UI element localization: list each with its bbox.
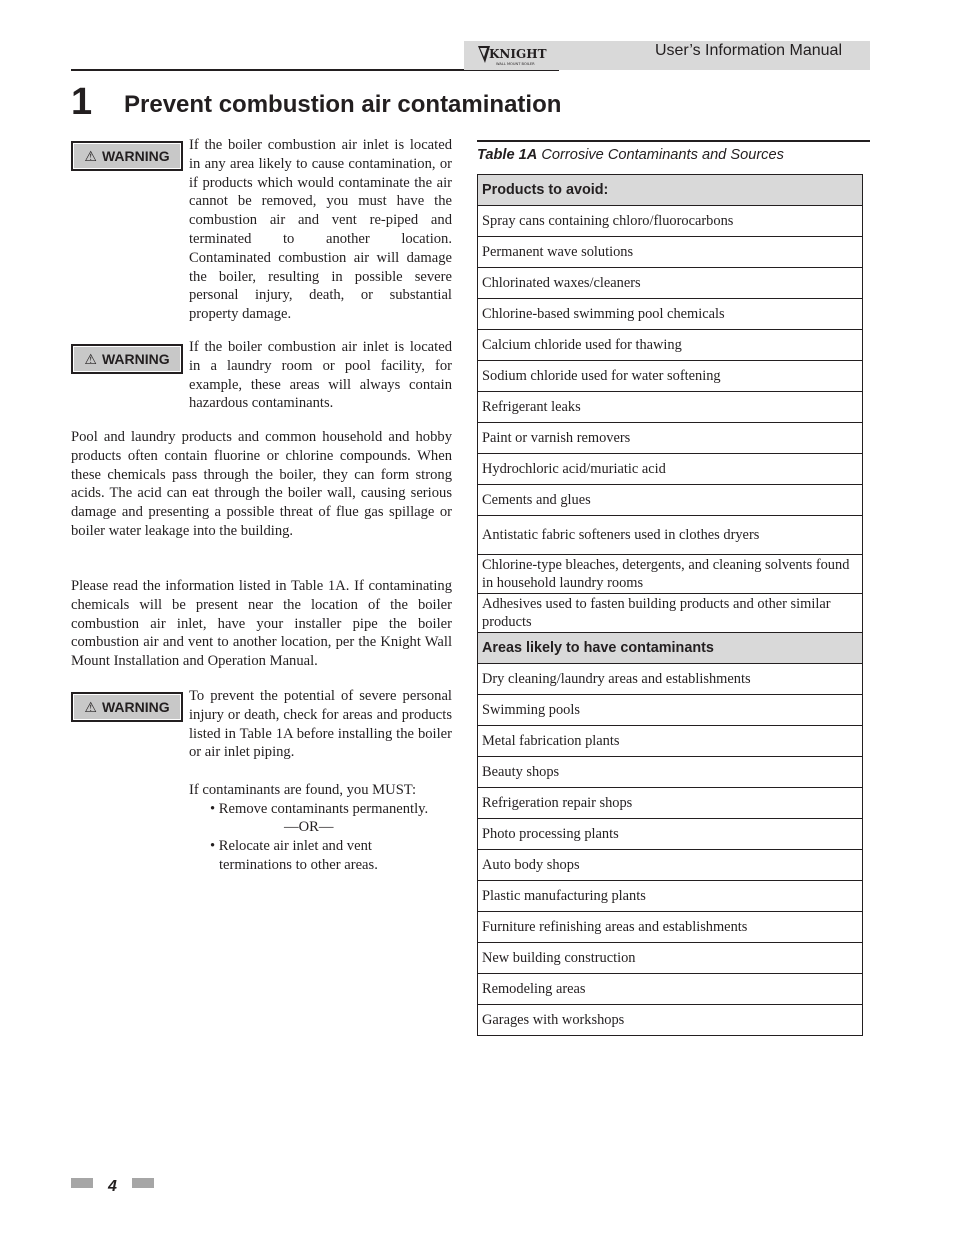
contaminants-table <box>477 174 863 1036</box>
table-row: Plastic manufacturing plants <box>478 881 862 912</box>
page-number: 4 <box>108 1178 117 1195</box>
table-top-rule <box>477 140 870 142</box>
table-section-header: Products to avoid: <box>478 175 862 206</box>
warning-badge <box>71 344 183 374</box>
table-row: Furniture refinishing areas and establishments <box>478 912 862 943</box>
must-intro: If contaminants are found, you MUST: <box>189 782 417 798</box>
table-row: Calcium chloride used for thawing <box>478 330 862 361</box>
bullet-item: • Relocate air inlet and vent <box>210 838 372 854</box>
warning-text: If the boiler combustion air inlet is located in any area likely to cause contamination, or if products which would contaminate the air cannot be removed, you must have the combustion air and vent re-piped and terminated to another location. Contaminated combustion air will damage the boiler, resulting in possible severe personal injury, death, or substantial property damage. <box>189 137 452 323</box>
table-row: Metal fabrication plants <box>478 726 862 757</box>
table-row: Auto body shops <box>478 850 862 881</box>
table-row: Photo processing plants <box>478 819 862 850</box>
table-caption-text: Corrosive Contaminants and Sources <box>537 147 784 163</box>
warning-text: If the boiler combustion air inlet is located in a laundry room or pool facility, for example, these areas will always contain hazardous contaminants. <box>189 339 452 412</box>
footer-bar-right <box>132 1178 154 1188</box>
or-divider: —OR— <box>284 819 334 835</box>
body-paragraph: Please read the information listed in Table 1A. If contaminating chemicals will be present near the location of the boiler combustion air inlet, have your installer pipe the boiler combustion air and vent to another location, per the Knight Wall Mount Installation and Operation Manual. <box>71 578 452 670</box>
bullet-item: • Remove contaminants permanently. <box>210 801 429 817</box>
section-title: Prevent combustion air contamination <box>124 91 562 118</box>
warning-badge <box>71 141 183 171</box>
section-number: 1 <box>71 81 93 123</box>
table-caption-label: Table 1A <box>477 147 538 163</box>
table-caption <box>477 146 784 165</box>
logo-wordmark: KNIGHT <box>489 47 547 61</box>
warning-label: WARNING <box>101 699 170 715</box>
warning-badge <box>71 692 183 722</box>
table-row: Dry cleaning/laundry areas and establishments <box>478 664 862 695</box>
table-row: Chlorine-type bleaches, detergents, and cleaning solvents found in household laundry rooms <box>478 555 862 594</box>
manual-title: User’s Information Manual <box>654 42 842 59</box>
table-row: Paint or varnish removers <box>478 423 862 454</box>
table-row: Spray cans containing chloro/fluorocarbons <box>478 206 862 237</box>
warning-triangle-icon: ⚠ <box>84 698 97 715</box>
table-row: Refrigeration repair shops <box>478 788 862 819</box>
table-row: Sodium chloride used for water softening <box>478 361 862 392</box>
table-row: Adhesives used to fasten building products and other similar products <box>478 594 862 633</box>
table-row: Hydrochloric acid/muriatic acid <box>478 454 862 485</box>
warning-text: To prevent the potential of severe personal injury or death, check for areas and products listed in Table 1A before installing the boiler or air inlet piping. <box>189 688 452 761</box>
table-section-header: Areas likely to have contaminants <box>478 633 862 664</box>
table-row: Antistatic fabric softeners used in clothes dryers <box>478 516 862 555</box>
warning-label: WARNING <box>101 148 170 164</box>
table-row: Permanent wave solutions <box>478 237 862 268</box>
warning-triangle-icon: ⚠ <box>84 350 97 367</box>
footer-bar-left <box>71 1178 93 1188</box>
table-row: Chlorinated waxes/cleaners <box>478 268 862 299</box>
logo-subtext: WALL MOUNT BOILER <box>496 62 535 66</box>
table-row: Refrigerant leaks <box>478 392 862 423</box>
table-row: Remodeling areas <box>478 974 862 1005</box>
body-paragraph: Pool and laundry products and common household and hobby products often contain fluorine or chlorine compounds. When these chemicals pass through the boiler, they can form strong acids. The acid can eat through the boiler wall, causing serious damage and presenting a possible threat of flue gas spillage or boiler water leakage into the building. <box>71 429 452 539</box>
table-row: Chlorine-based swimming pool chemicals <box>478 299 862 330</box>
table-row: Cements and glues <box>478 485 862 516</box>
warning-label: WARNING <box>101 351 170 367</box>
table-row: New building construction <box>478 943 862 974</box>
table-row: Beauty shops <box>478 757 862 788</box>
bullet-item-continued: terminations to other areas. <box>219 857 378 873</box>
knight-logo <box>476 43 548 69</box>
warning-triangle-icon: ⚠ <box>84 147 97 164</box>
table-row: Swimming pools <box>478 695 862 726</box>
header-bar <box>464 41 870 70</box>
table-row: Garages with workshops <box>478 1005 862 1036</box>
